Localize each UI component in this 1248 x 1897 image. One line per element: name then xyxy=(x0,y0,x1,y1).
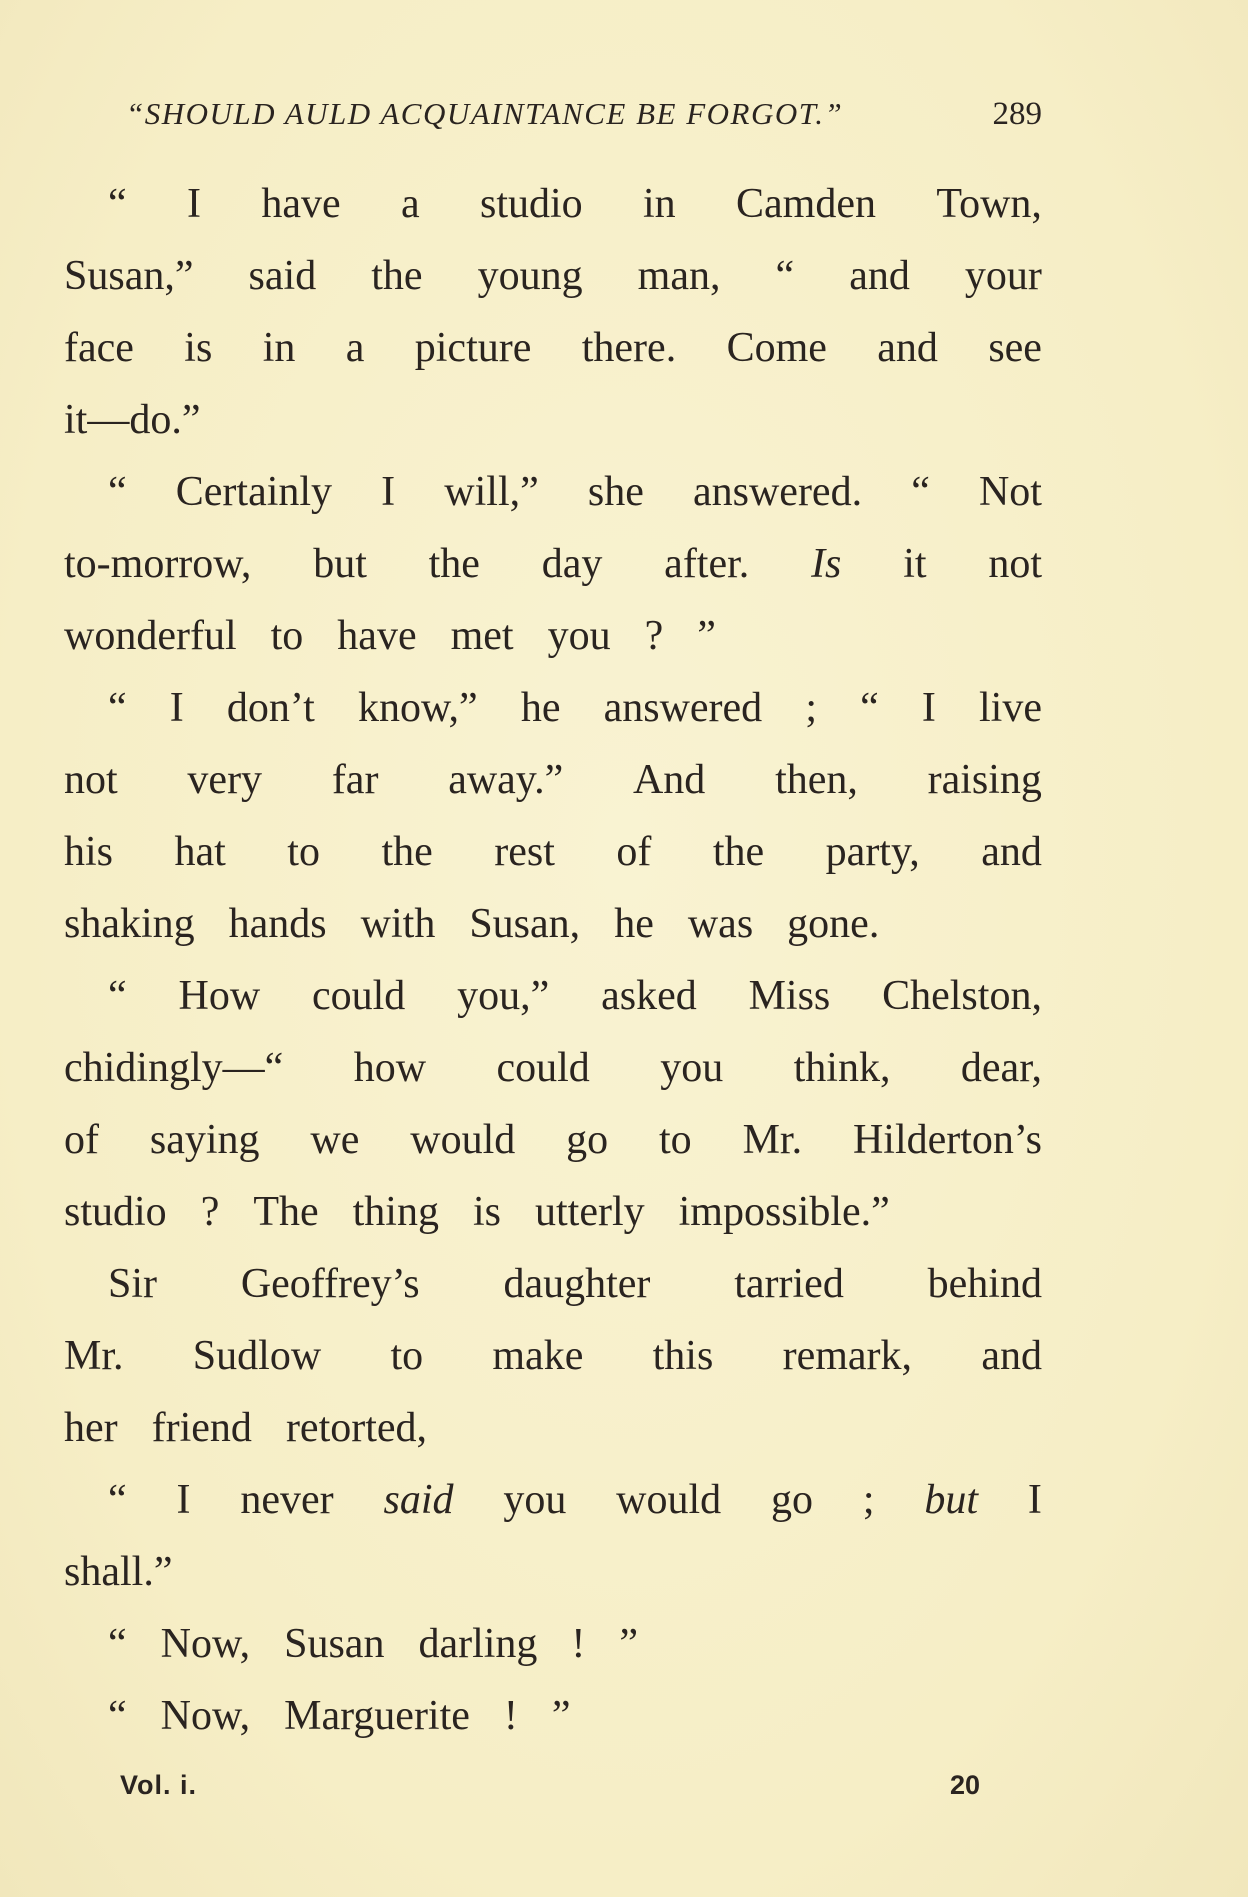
word: I xyxy=(176,1477,191,1523)
word: the xyxy=(381,829,433,875)
word: the xyxy=(371,253,423,299)
page-footer xyxy=(120,1770,980,1810)
word: to xyxy=(390,1333,424,1379)
word: Susan,” xyxy=(64,253,194,299)
word: Not xyxy=(978,469,1042,515)
text-line xyxy=(64,1248,1042,1320)
word: day xyxy=(541,541,603,587)
word: And xyxy=(632,757,706,803)
word: “ xyxy=(775,253,795,299)
word: could xyxy=(311,973,406,1019)
text-line xyxy=(64,816,1042,888)
word: it—do.” xyxy=(64,397,201,443)
text-line xyxy=(64,1032,1042,1104)
word: impossible.” xyxy=(678,1189,890,1235)
word: there. xyxy=(581,325,677,371)
word: remark, xyxy=(782,1333,913,1379)
word: Hilderton’s xyxy=(852,1117,1042,1163)
word: the xyxy=(712,829,765,875)
word: go xyxy=(771,1477,814,1523)
text-line xyxy=(64,1536,1042,1608)
word: “ xyxy=(108,1621,127,1667)
word: darling xyxy=(418,1621,538,1667)
word: after. xyxy=(664,541,750,587)
word: Is xyxy=(811,541,842,587)
word: will,” xyxy=(444,469,539,515)
word: Mr. xyxy=(64,1333,124,1379)
word: How xyxy=(178,973,261,1019)
word: hands xyxy=(228,901,327,947)
text-line xyxy=(64,312,1042,384)
word: Now, xyxy=(160,1621,251,1667)
word: to xyxy=(270,613,304,659)
word: The xyxy=(253,1189,319,1235)
word: the xyxy=(428,541,480,587)
word: think, xyxy=(793,1045,891,1091)
text-line xyxy=(64,384,1042,456)
word: then, xyxy=(775,757,858,803)
word: live xyxy=(979,685,1042,731)
text-line xyxy=(64,672,1042,744)
word: you xyxy=(547,613,611,659)
text-line xyxy=(64,456,1042,528)
running-head xyxy=(64,96,1042,140)
word: answered xyxy=(603,685,763,731)
word: to xyxy=(659,1117,692,1163)
word: see xyxy=(988,325,1042,371)
word: how xyxy=(353,1045,427,1091)
word: know,” xyxy=(357,685,478,731)
word: he xyxy=(614,901,654,947)
word: she xyxy=(587,469,644,515)
word: chidingly—“ xyxy=(64,1045,284,1091)
word: tarried xyxy=(734,1261,844,1307)
word: not xyxy=(988,541,1042,587)
word: in xyxy=(262,325,296,371)
word: a xyxy=(400,181,420,227)
word: Sudlow xyxy=(192,1333,322,1379)
text-line xyxy=(64,240,1042,312)
word: “ xyxy=(108,181,127,227)
word: Geoffrey’s xyxy=(240,1261,420,1307)
word: raising xyxy=(927,757,1042,803)
text-line xyxy=(64,1464,1042,1536)
word: Come xyxy=(726,325,827,371)
word: and xyxy=(981,1333,1042,1379)
word: don’t xyxy=(226,685,315,731)
word: to-morrow, xyxy=(64,541,252,587)
volume-signature: Vol. i. xyxy=(120,1770,198,1800)
word: to xyxy=(287,829,320,875)
word: retorted, xyxy=(285,1405,428,1451)
word: of xyxy=(616,829,652,875)
word: you xyxy=(660,1045,724,1091)
word: daughter xyxy=(503,1261,651,1307)
word: he xyxy=(520,685,561,731)
word: said xyxy=(248,253,317,299)
page-number: 289 xyxy=(992,96,1042,132)
text-line xyxy=(64,528,1042,600)
word: ? xyxy=(200,1189,220,1235)
word: ! xyxy=(503,1693,518,1739)
word: but xyxy=(924,1477,979,1523)
word: very xyxy=(187,757,263,803)
word: picture xyxy=(414,325,532,371)
word: far xyxy=(331,757,379,803)
word: dear, xyxy=(960,1045,1042,1091)
word: ” xyxy=(551,1693,571,1739)
text-line xyxy=(64,960,1042,1032)
word: with xyxy=(360,901,436,947)
word: Susan xyxy=(284,1621,385,1667)
word: I xyxy=(381,469,396,515)
word: and xyxy=(981,829,1042,875)
word: Chelston, xyxy=(882,973,1042,1019)
word: face xyxy=(64,325,134,371)
word: you xyxy=(503,1477,567,1523)
word: hat xyxy=(174,829,226,875)
word: we xyxy=(310,1117,360,1163)
word: Camden xyxy=(736,181,876,227)
text-line xyxy=(64,600,1042,672)
word: studio xyxy=(479,181,583,227)
text-line xyxy=(64,744,1042,816)
word: would xyxy=(410,1117,516,1163)
word: ? xyxy=(644,613,664,659)
word: of xyxy=(64,1117,99,1163)
text-line xyxy=(64,1320,1042,1392)
word: I xyxy=(169,685,184,731)
word: “ xyxy=(108,685,127,731)
body-text xyxy=(64,168,1042,1752)
word: met xyxy=(450,613,514,659)
text-line xyxy=(64,168,1042,240)
word: never xyxy=(240,1477,334,1523)
word: make xyxy=(492,1333,584,1379)
word: would xyxy=(616,1477,722,1523)
word: you,” xyxy=(457,973,550,1019)
word: Sir xyxy=(108,1261,158,1307)
word: in xyxy=(643,181,676,227)
word: I xyxy=(921,685,936,731)
word: “ xyxy=(860,685,879,731)
word: ; xyxy=(805,685,817,731)
word: “ xyxy=(108,469,127,515)
word: shall.” xyxy=(64,1549,173,1595)
text-line xyxy=(64,1176,1042,1248)
word: young xyxy=(477,253,583,299)
word: have xyxy=(261,181,341,227)
word: ” xyxy=(697,613,716,659)
word: “ xyxy=(108,973,127,1019)
text-line xyxy=(64,888,1042,960)
text-line xyxy=(64,1608,1042,1680)
word: I xyxy=(187,181,201,227)
word: and xyxy=(849,253,910,299)
word: Town, xyxy=(936,181,1042,227)
word: Certainly xyxy=(175,469,333,515)
word: Susan, xyxy=(469,901,581,947)
word: was xyxy=(687,901,754,947)
word: ” xyxy=(619,1621,639,1667)
running-head-title: “SHOULD AULD ACQUAINTANCE BE FORGOT.” xyxy=(126,96,844,131)
word: is xyxy=(472,1189,501,1235)
word: “ xyxy=(108,1693,127,1739)
word: this xyxy=(652,1333,714,1379)
word: utterly xyxy=(535,1189,645,1235)
word: Marguerite xyxy=(284,1693,470,1739)
word: rest xyxy=(494,829,555,875)
word: wonderful xyxy=(64,613,237,659)
word: said xyxy=(383,1477,454,1523)
word: your xyxy=(964,253,1042,299)
word: away.” xyxy=(448,757,564,803)
word: shaking xyxy=(64,901,195,947)
text-line xyxy=(64,1104,1042,1176)
word: answered. xyxy=(692,469,863,515)
word: Mr. xyxy=(742,1117,803,1163)
word: his xyxy=(64,829,114,875)
word: “ xyxy=(108,1477,127,1523)
sheet-number: 20 xyxy=(949,1770,980,1800)
word: go xyxy=(566,1117,609,1163)
word: ; xyxy=(862,1477,875,1523)
word: studio xyxy=(64,1189,167,1235)
word: but xyxy=(313,541,367,587)
text-line xyxy=(64,1680,1042,1752)
word: Miss xyxy=(748,973,831,1019)
word: it xyxy=(903,541,927,587)
word: party, xyxy=(825,829,920,875)
word: ! xyxy=(571,1621,586,1667)
word: friend xyxy=(151,1405,252,1451)
word: “ xyxy=(911,469,930,515)
word: asked xyxy=(601,973,697,1019)
word: I xyxy=(1027,1477,1042,1523)
text-line xyxy=(64,1392,1042,1464)
word: saying xyxy=(149,1117,260,1163)
word: and xyxy=(877,325,938,371)
word: thing xyxy=(352,1189,439,1235)
word: a xyxy=(345,325,365,371)
word: have xyxy=(337,613,417,659)
word: her xyxy=(64,1405,118,1451)
word: not xyxy=(64,757,118,803)
word: is xyxy=(184,325,213,371)
word: gone. xyxy=(787,901,880,947)
word: Now, xyxy=(160,1693,251,1739)
word: behind xyxy=(927,1261,1042,1307)
word: could xyxy=(496,1045,590,1091)
word: man, xyxy=(637,253,721,299)
